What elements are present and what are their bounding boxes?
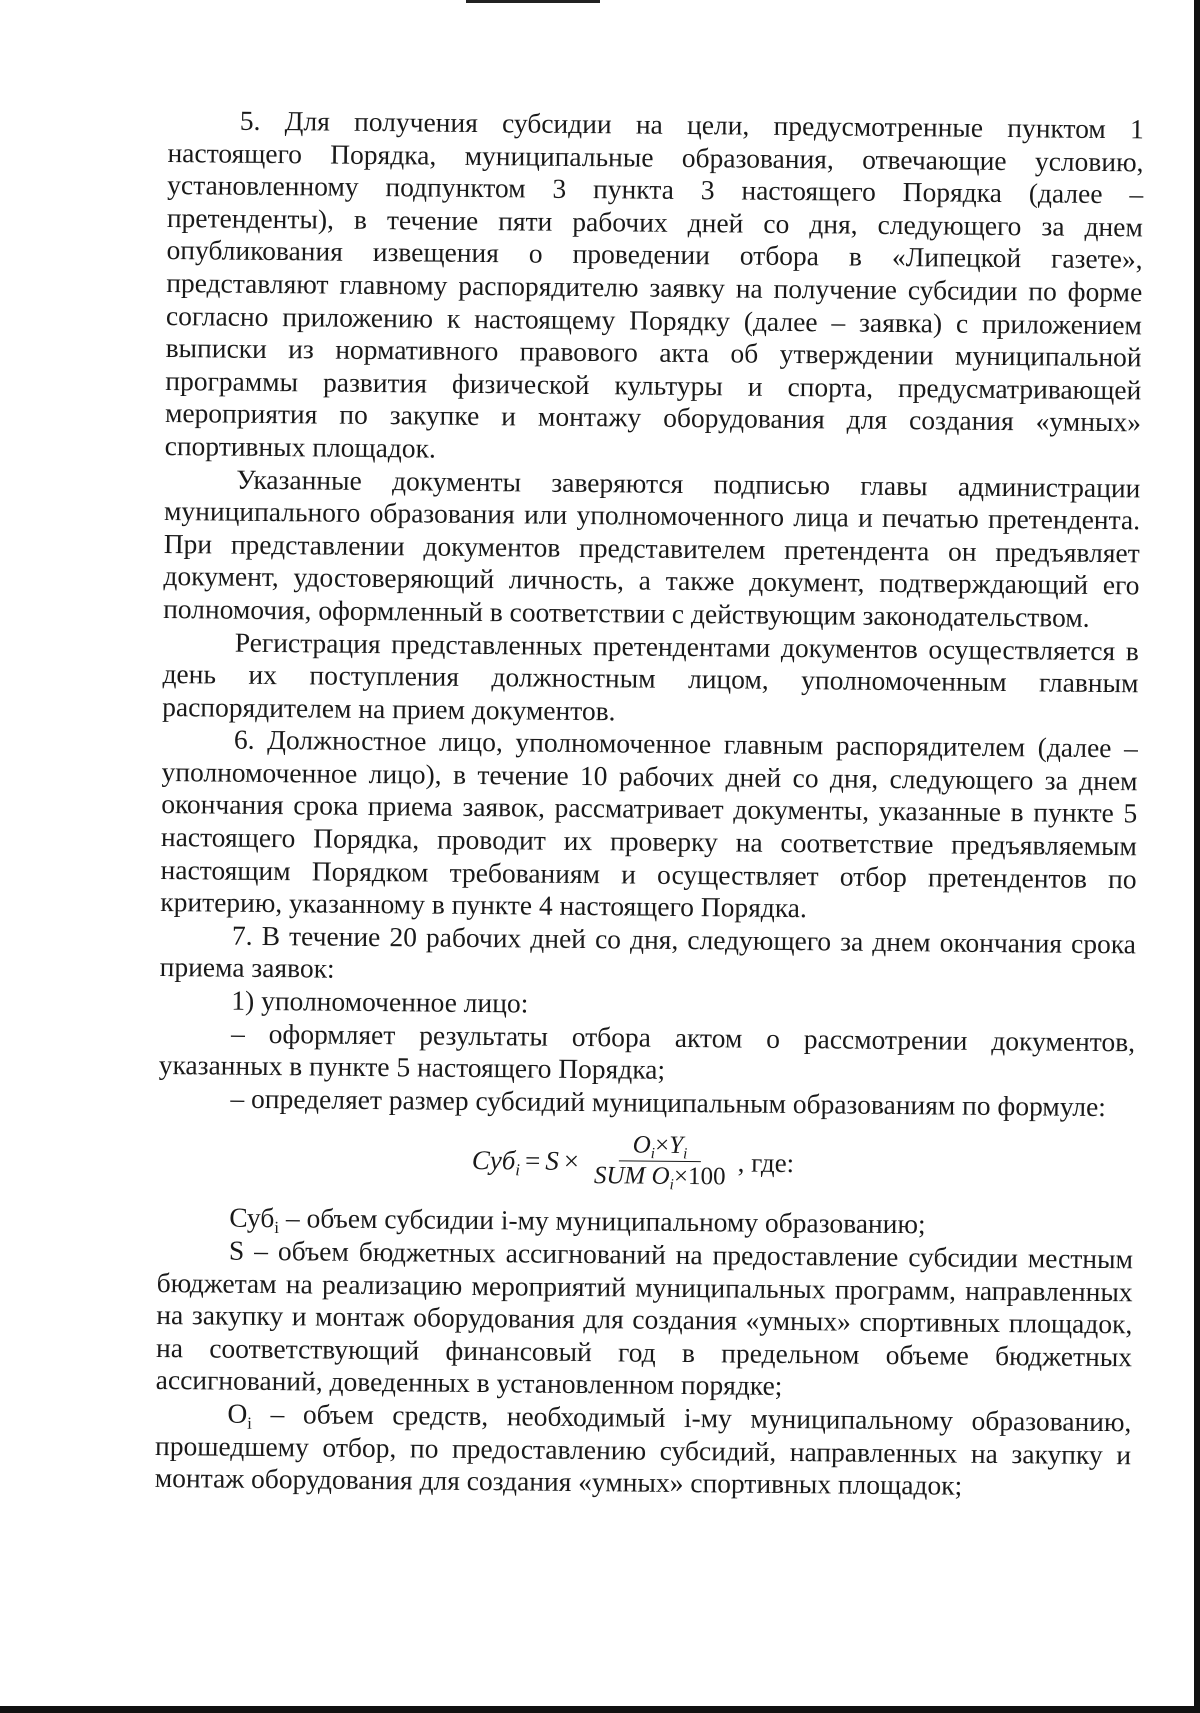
paragraph-item-7: 7. В течение 20 рабочих дней со дня, следующего за днем окончания срока приема заявок:: [159, 919, 1137, 985]
scan-top-mark: [466, 0, 600, 3]
subsidy-formula: [158, 1126, 1135, 1196]
formula-s: S: [545, 1145, 559, 1176]
formula-numerator: $O_i\times Y_i$: [619, 1131, 702, 1163]
paragraph-item-5: 5. Для получения субсидии на цели, предусмотренные пунктом 1 настоящего Порядка, муниципальные образования, отвечающие условию, установленному подпунктом 3 пункта 3 настоящего Порядка (далее – претенденты), в течение пяти рабочих дней со дня, следующего за днем опубликования извещения о проведении отбора в «Липецкой газете», представляют главному распорядителю заявку на получение субсидии по форме согласно приложению к настоящему Порядку (далее – заявка) с приложением выписки из нормативного правового акта об утверждении муниципальной программы развития физической культуры и спорта, предусматривающей мероприятия по закупке и монтажу оборудования для создания «умных» спортивных площадок.: [164, 104, 1144, 464]
formula-denominator: SUM $O_i\times 100$: [593, 1162, 726, 1194]
formula-fraction: [588, 1130, 732, 1192]
paragraph-item-6: 6. Должностное лицо, уполномоченное главным распорядителем (далее – уполномоченное лицо), в течение 10 рабочих дней со дня, следующего за днем окончания срока приема заявок, рассматривает документы, указанные в пункте 5 настоящего Порядка, проводит их проверку на соответствие предъявляемым настоящим Порядком требованиям и осуществляет отбор претендентов по критерию, указанному в пункте 4 настоящего Порядка.: [160, 723, 1139, 924]
paragraph-certification: Указанные документы заверяются подписью главы администрации муниципального образования или уполномоченного лица и печатью претендента. При представлении документов представителем претендента он предъявляет документ, удостоверяющий личность, а также документ, подтверждающий его полномочия, оформленный в соответствии с действующим законодательством.: [163, 463, 1141, 633]
formula-lhs: Суб$_i$: [471, 1144, 521, 1179]
paragraph-subitem-1: 1) уполномоченное лицо:: [231, 984, 529, 1019]
formula-equals: =: [524, 1145, 541, 1176]
definition-o-i: $O_i$ – объем средств, необходимый i-му муниципальному образованию, прошедшему отбор, по предоставлению субсидий, направленных на закупку и монтаж оборудования для создания «умных» спортивных площадок;: [154, 1397, 1132, 1501]
scan-bottom-edge: [0, 1706, 1200, 1713]
scan-right-edge: [1194, 0, 1200, 1713]
paragraph-dash-act: – оформляет результаты отбора актом о рассмотрении документов, указанных в пункте 5 настоящего Порядка;: [158, 1017, 1136, 1086]
formula-times: ×: [563, 1145, 580, 1176]
document-page: [155, 104, 1144, 1504]
paragraph-registration: Регистрация представленных претендентами документов осуществляется в день их поступления должностным лицом, уполномоченным главным распорядителем на прием документов.: [162, 626, 1139, 727]
formula-where: , где:: [737, 1147, 795, 1178]
paragraph-dash-formula: – определяет размер субсидий муниципальным образованиям по формуле:: [230, 1082, 1107, 1122]
definition-sub-i: Суб$_i$ – объем субсидии i-му муниципальному образованию;: [229, 1202, 926, 1240]
definition-s: S – объем бюджетных ассигнований на предоставление субсидии местным бюджетам на реализацию мероприятий муниципальных программ, направленных на закупку и монтаж оборудования для создания «умных» спортивных площадок, на соответствующий финансовый год в предельном объеме бюджетных ассигнований, доведенных в установленном порядке;: [155, 1234, 1134, 1402]
